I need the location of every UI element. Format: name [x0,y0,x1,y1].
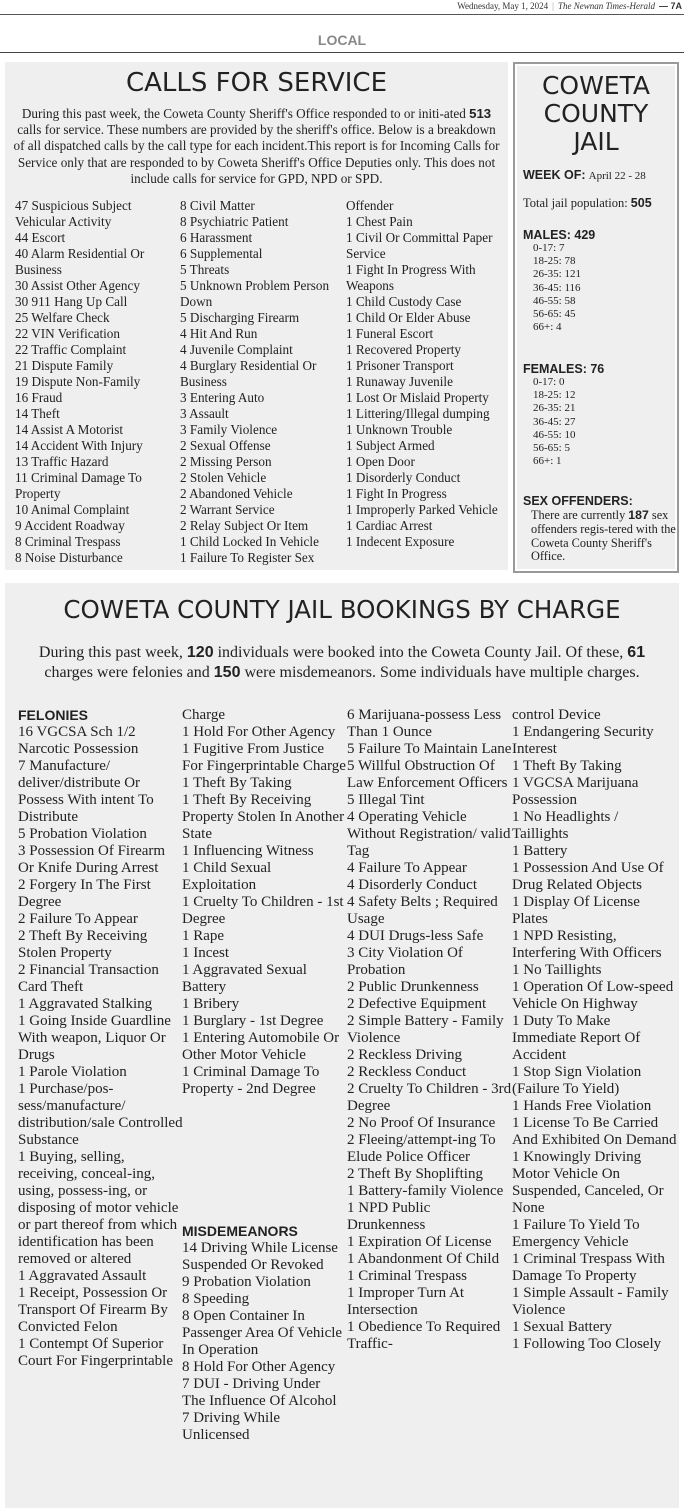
list-item: 66+: 4 [533,321,562,334]
misdemeanors-heading: MISDEMEANORS [182,1223,298,1239]
jail-title [517,72,675,156]
list-item: 2 Reckless Conduct [347,1064,467,1080]
list-item: 4 Hit And Run [180,326,258,341]
list-item: 1 Aggravated Assault [18,1268,147,1284]
list-item: 9 Accident Roadway [15,518,125,533]
list-item: 14 Assist A Motorist [15,422,124,437]
jail-panel-inner [517,66,675,569]
calls-column-2 [180,198,346,566]
week-of [523,168,646,183]
list-item: 1 Entering Automobile Or Other Motor Vehicle [182,1030,340,1063]
list-item: 5 Discharging Firearm [180,310,300,325]
page-header [0,0,684,14]
list-item: 2 Fleeing/attempt-ing To Elude Police Officer [347,1132,496,1165]
jail-title-line-3: JAIL [573,127,619,156]
list-item: 30 Assist Other Agency [15,278,140,293]
list-item: 22 VIN Verification [15,326,120,341]
list-item: 1 NPD Public Drunkenness [347,1200,431,1233]
list-item: 1 Improperly Parked Vehicle [346,502,498,517]
list-item: 3 Possession Of Firearm Or Knife During Arrest [18,843,166,876]
list-item: 1 Contempt Of Superior Court For Fingerprintable [18,1336,173,1369]
list-item: 1 Simple Assault - Family Violence [512,1285,669,1318]
list-item: 10 Animal Complaint [15,502,130,517]
calls-column-3 [346,198,506,550]
list-item: 0-17: 0 [533,376,565,388]
bookings-column-4 [512,707,677,1353]
list-item: 2 Cruelty To Children - 3rd Degree [347,1081,512,1114]
list-item: 16 Fraud [15,390,63,405]
paper-name: The Newnan Times-Herald [557,1,655,11]
calls-intro [11,106,502,187]
sex-offenders-pre: There are currently [531,508,629,522]
list-item: 2 Abandoned Vehicle [180,486,293,501]
section-label: LOCAL [317,32,367,48]
list-item: 1 Expiration Of License [347,1234,492,1250]
list-item: 1 Battery-family Violence [347,1183,504,1199]
jail-title-line-2: COUNTY [543,99,649,128]
list-item: 1 Burglary - 1st Degree [182,1013,324,1029]
list-item: control Device [512,707,601,723]
list-item: 6 Supplemental [180,246,263,261]
list-item: 2 Theft By Shoplifting [347,1166,483,1182]
list-item: 66+: 1 [533,455,562,468]
list-item: 13 Traffic Hazard [15,454,109,469]
list-item: 36-45: 27 [533,415,576,428]
list-item: 1 Hands Free Violation [512,1098,652,1114]
list-item: 5 Failure To Maintain Lane [347,741,512,757]
list-item: 1 Following Too Closely [512,1336,662,1352]
list-item: 1 Criminal Damage To Property - 2nd Degree [182,1064,320,1097]
list-item: 1 NPD Resisting, Interfering With Officers [512,928,662,961]
jail-population [523,196,652,210]
list-item: 14 Driving While License Suspended Or Revoked [182,1240,338,1273]
females-label: FEMALES: 76 [523,362,605,376]
list-item: 1 License To Be Carried And Exhibited On Demand [512,1115,677,1148]
list-item: 2 Public Drunkenness [347,979,479,995]
list-item: 1 Child Custody Case [346,294,462,309]
list-item: 4 DUI Drugs-less Safe [347,928,484,944]
list-item: 56-65: 5 [533,442,570,455]
list-item: 8 Open Container In Passenger Area Of Vehicle In Operation [182,1308,343,1358]
bookings-intro-a: During this past week, [38,644,187,661]
felonies-list-2 [182,707,347,1098]
list-item: 2 Relay Subject Or Item [180,518,309,533]
list-item: 1 Lost Or Mislaid Property [346,390,489,405]
bookings-intro-d: were misdemeanors. Some individuals have multiple charges. [240,664,640,681]
calls-count: 513 [469,106,492,121]
misdemeanors-block [182,1223,347,1444]
list-item: 1 Duty To Make Immediate Report Of Accident [512,1013,641,1063]
list-item: 22 Traffic Complaint [15,342,127,357]
list-item: 1 Knowingly Driving Motor Vehicle On Suspended, Canceled, Or None [512,1149,664,1216]
list-item: 7 DUI - Driving Under The Influence Of Alcohol [182,1376,337,1409]
list-item: 1 Fugitive From Justice For Fingerprintable Charge [182,741,346,774]
list-item: 1 Failure To Register Sex [180,550,315,565]
list-item: 2 Financial Transaction Card Theft [18,962,159,995]
list-item: 3 Family Violence [180,422,278,437]
list-item: 46-55: 58 [533,294,576,307]
misdemeanors-list-1 [182,1240,347,1444]
list-item: 21 Dispute Family [15,358,114,373]
list-item: 4 Juvenile Complaint [180,342,293,357]
header-rule [0,14,684,15]
list-item: 11 Criminal Damage To Property [15,470,142,501]
list-item: 1 Prisoner Transport [346,358,454,373]
list-item: 2 Theft By Receiving Stolen Property [18,928,148,961]
list-item: 4 Safety Belts ; Required Usage [347,894,498,927]
list-item: Offender [346,198,394,213]
list-item: 1 Display Of License Plates [512,894,640,927]
list-item: 8 Hold For Other Agency [182,1359,336,1375]
list-item: 1 Child Locked In Vehicle [180,534,319,549]
list-item: 1 Civil Or Committal Paper Service [346,230,493,261]
males-ages [533,242,581,334]
list-item: 1 Operation Of Low-speed Vehicle On Highway [512,979,674,1012]
list-item: 5 Illegal Tint [347,792,425,808]
list-item: 1 Rape [182,928,225,944]
misdemeanors-list-2 [347,707,512,1353]
list-item: 1 Child Sexual Exploitation [182,860,272,893]
list-item: 26-35: 21 [533,402,576,415]
list-item: 1 Fight In Progress With Weapons [346,262,476,293]
sex-offenders-label: SEX OFFENDERS: [523,494,633,508]
list-item: 3 Assault [180,406,229,421]
sex-offenders-count: 187 [628,508,649,522]
list-item: 5 Threats [180,262,230,277]
list-item: 1 Littering/Illegal dumping [346,406,490,421]
list-item: 1 Improper Turn At Intersection [347,1285,465,1318]
list-item: 19 Dispute Non-Family [15,374,141,389]
felonies-count: 61 [627,644,646,661]
list-item: 2 Warrant Service [180,502,275,517]
list-item: 40 Alarm Residential Or Business [15,246,145,277]
list-item: 1 Going Inside Guardline With weapon, Liquor Or Drugs [18,1013,171,1063]
week-label: WEEK OF: [523,168,586,182]
list-item: 1 No Taillights [512,962,602,978]
list-item: 1 VGCSA Marijuana Possession [512,775,639,808]
list-item: 1 Funeral Escort [346,326,434,341]
list-item: 1 Hold For Other Agency [182,724,336,740]
list-item: 1 Buying, selling, receiving, conceal-ing, using, possess-ing, or disposing of motor vehicle or part thereof from which identification has been removed or altered [18,1149,179,1267]
list-item: 6 Harassment [180,230,253,245]
week-value: April 22 - 28 [588,170,646,182]
list-item: 2 Missing Person [180,454,272,469]
list-item: 16 VGCSA Sch 1/2 Narcotic Possession [18,724,139,757]
list-item: 4 Burglary Residential Or Business [180,358,317,389]
list-item: 9 Probation Violation [182,1274,311,1290]
list-item: 1 Child Or Elder Abuse [346,310,471,325]
list-item: 1 No Headlights / Taillights [512,809,619,842]
list-item: Charge [182,707,226,723]
booked-count: 120 [186,644,214,661]
list-item: 1 Possession And Use Of Drug Related Objects [512,860,664,893]
bookings-intro [13,643,671,683]
issue-date: Wednesday, May 1, 2024 [457,1,549,11]
list-item: 47 Suspicious Subject Vehicular Activity [15,198,132,229]
list-item: 1 Fight In Progress [346,486,447,501]
misdemeanors-list-3 [512,707,677,1353]
list-item: 1 Theft By Receiving Property Stolen In Another State [182,792,345,842]
population-label: Total jail population: [523,196,628,210]
list-item: 1 Bribery [182,996,240,1012]
list-item: 5 Willful Obstruction Of Law Enforcement Officers [347,758,508,791]
list-item: 1 Parole Violation [18,1064,127,1080]
list-item: 1 Cruelty To Children - 1st Degree [182,894,344,927]
list-item: 1 Criminal Trespass With Damage To Property [512,1251,665,1284]
list-item: 1 Endangering Security Interest [512,724,654,757]
bookings-intro-b: individuals were booked into the Coweta County Jail. Of these, [213,644,628,661]
list-item: 1 Sexual Battery [512,1319,612,1335]
sex-offenders-post: sex offenders regis-tered with the Coweta County Sheriff's Office. [531,508,676,564]
list-item: 1 Incest [182,945,230,961]
sex-offenders-text [531,509,676,564]
calls-for-service-panel [5,62,508,570]
list-item: 3 City Violation Of Probation [347,945,463,978]
list-item: 1 Abandonment Of Child [347,1251,500,1267]
list-item: 2 No Proof Of Insurance [347,1115,496,1131]
header-separator: | [552,1,554,11]
section-rule [0,52,684,53]
list-item: 44 Escort [15,230,66,245]
list-item: 30 911 Hang Up Call [15,294,128,309]
list-item: 1 Chest Pain [346,214,413,229]
list-item: 1 Indecent Exposure [346,534,455,549]
list-item: 1 Recovered Property [346,342,461,357]
list-item: 18-25: 12 [533,389,576,402]
list-item: 5 Unknown Problem Person Down [180,278,330,309]
list-item: 1 Criminal Trespass [347,1268,468,1284]
list-item: 1 Aggravated Sexual Battery [182,962,307,995]
list-item: 2 Defective Equipment [347,996,487,1012]
list-item: 46-55: 10 [533,428,576,441]
list-item: 8 Psychiatric Patient [180,214,289,229]
bookings-column-3 [347,707,512,1353]
list-item: 25 Welfare Check [15,310,110,325]
list-item: 1 Open Door [346,454,415,469]
misdemeanors-count: 150 [213,664,241,681]
list-item: 1 Battery [512,843,568,859]
list-item: 4 Operating Vehicle Without Registration/ valid Tag [347,809,511,859]
jail-bookings-panel [5,583,679,1508]
list-item: 4 Failure To Appear [347,860,467,876]
list-item: 8 Criminal Trespass [15,534,121,549]
list-item: 2 Stolen Vehicle [180,470,267,485]
felonies-list-1 [18,724,183,1370]
list-item: 3 Entering Auto [180,390,265,405]
list-item: 7 Driving While Unlicensed [182,1410,281,1443]
females-ages [533,376,575,468]
list-item: 2 Reckless Driving [347,1047,462,1063]
bookings-title: COWETA COUNTY JAIL BOOKINGS BY CHARGE [63,595,621,624]
list-item: 8 Civil Matter [180,198,255,213]
list-item: 5 Probation Violation [18,826,147,842]
list-item: 1 Influencing Witness [182,843,314,859]
list-item: 36-45: 116 [533,281,581,294]
list-item: 1 Subject Armed [346,438,435,453]
list-item: 1 Runaway Juvenile [346,374,453,389]
list-item: 1 Cardiac Arrest [346,518,433,533]
calls-column-1 [15,198,180,566]
calls-intro-text: During this past week, the Coweta County Sheriff's Office responded to or initi-ated [21,106,470,121]
list-item: 1 Disorderly Conduct [346,470,461,485]
males-label: MALES: 429 [523,228,596,242]
bookings-intro-c: charges were felonies and [44,664,214,681]
page-number: — 7A [658,1,682,11]
bookings-column-2 [182,707,347,1098]
list-item: 2 Failure To Appear [18,911,138,927]
calls-intro-text-2: calls for service. These numbers are provided by the sheriff's office. Below is a breakdown of all dispatched calls by the call type for each incident.This report is for Incoming Calls for Service only that are responded to by Coweta Sheriff's Office Deputies only. This does not include calls for service for GPD, NPD or SPD. [13,122,500,186]
list-item: 1 Stop Sign Violation (Failure To Yield) [512,1064,642,1097]
calls-title: CALLS FOR SERVICE [125,68,388,98]
list-item: 1 Obedience To Required Traffic- [347,1319,501,1352]
list-item: 0-17: 7 [533,242,565,254]
population-value: 505 [630,196,652,210]
list-item: 2 Forgery In The First Degree [18,877,151,910]
list-item: 6 Marijuana-possess Less Than 1 Ounce [347,707,502,740]
list-item: 1 Receipt, Possession Or Transport Of Firearm By Convicted Felon [18,1285,168,1335]
felonies-heading: FELONIES [18,707,89,723]
list-item: 4 Disorderly Conduct [347,877,477,893]
list-item: 1 Failure To Yield To Emergency Vehicle [512,1217,640,1250]
list-item: 1 Purchase/pos-sess/manufacture/ distribution/sale Controlled Substance [18,1081,183,1148]
list-item: 14 Theft [15,406,60,421]
list-item: 1 Theft By Taking [512,758,622,774]
list-item: 26-35: 121 [533,268,581,281]
list-item: 8 Noise Disturbance [15,550,123,565]
jail-panel [513,62,679,573]
list-item: 1 Theft By Taking [182,775,292,791]
list-item: 1 Unknown Trouble [346,422,453,437]
list-item: 2 Simple Battery - Family Violence [347,1013,504,1046]
list-item: 7 Manufacture/ deliver/distribute Or Possess With intent To Distribute [18,758,154,825]
list-item: 14 Accident With Injury [15,438,143,453]
list-item: 2 Sexual Offense [180,438,271,453]
list-item: 56-65: 45 [533,308,576,321]
list-item: 1 Aggravated Stalking [18,996,153,1012]
list-item: 8 Speeding [182,1291,250,1307]
jail-title-line-1: COWETA [541,71,651,100]
bookings-column-1 [18,707,183,1370]
list-item: 18-25: 78 [533,255,576,268]
